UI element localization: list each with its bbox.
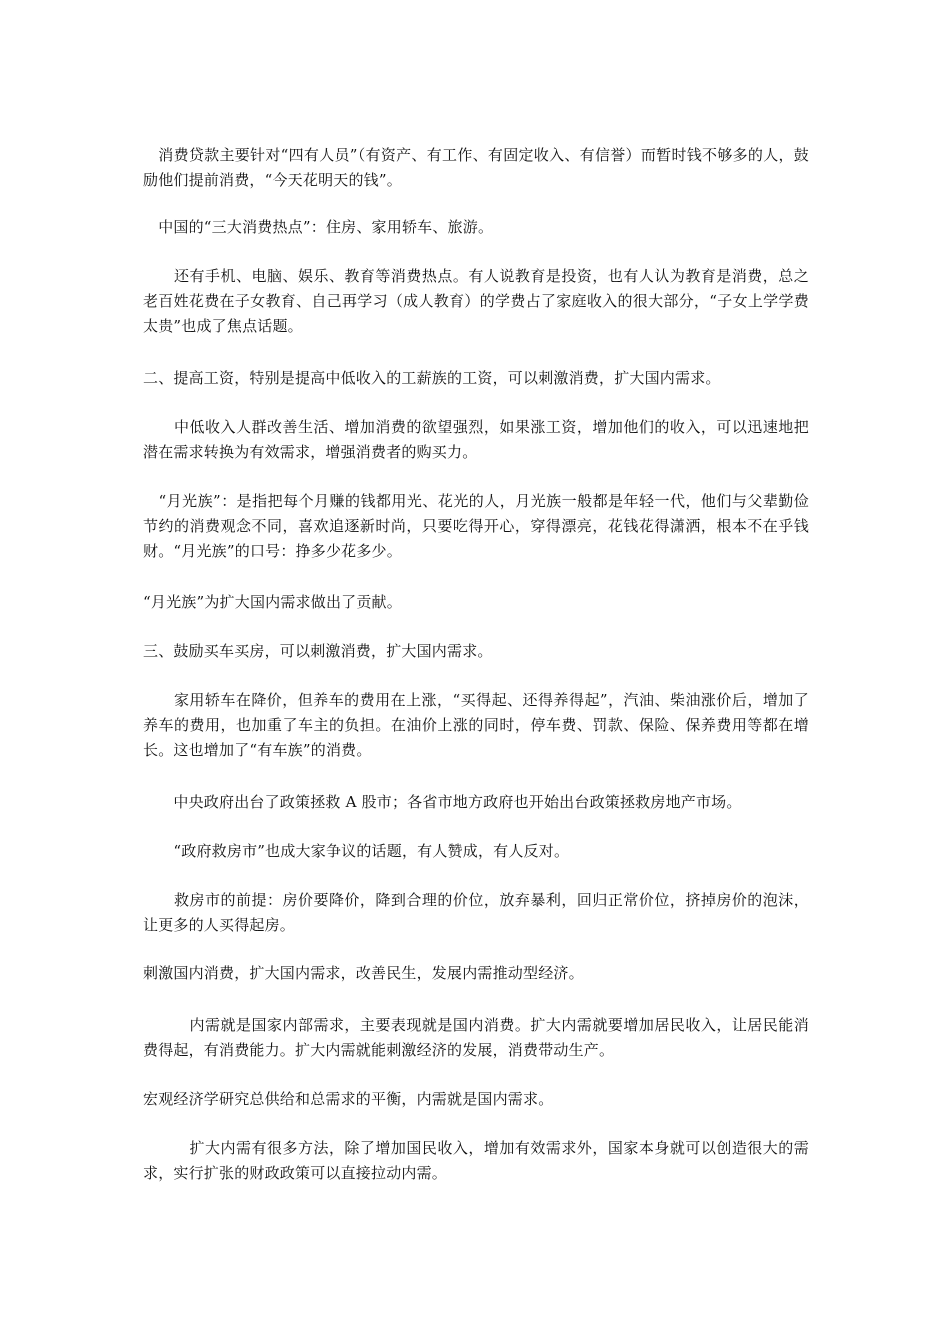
paragraph-rescue-premise: 救房市的前提：房价要降价，降到合理的价位，放弃暴利，回归正常价位，挤掉房价的泡沫，让更多的人买得起房。 [143,891,809,934]
paragraph-stimulate-consumption: 刺激国内消费，扩大国内需求，改善民生，发展内需推动型经济。 [143,964,584,982]
paragraph-car-costs: 家用轿车在降价，但养车的费用在上涨，“买得起、还得养得起”，汽油、柴油涨价后，增加了养车的费用，也加重了车主的负担。在油价上涨的同时，停车费、罚款、保险、保养费用等都在增长。这也增加了“有车族”的消费。 [143,691,809,759]
paragraph-other-hotspots: 还有手机、电脑、娱乐、教育等消费热点。有人说教育是投资，也有人认为教育是消费，总之老百姓花费在子女教育、自己再学习（成人教育）的学费占了家庭收入的很大部分，“子女上学学费太贵”也成了焦点话题。 [143,267,809,335]
paragraph-rescue-debate: “政府救房市”也成大家争议的话题，有人赞成，有人反对。 [143,842,570,860]
paragraph-government-rescue: 中央政府出台了政策拯救 A 股市；各省市地方政府也开始出台政策拯救房地产市场。 [143,793,742,811]
heading-raise-wages: 二、提高工资，特别是提高中低收入的工薪族的工资，可以刺激消费，扩大国内需求。 [143,369,721,387]
paragraph-expand-demand-methods: 扩大内需有很多方法，除了增加国民收入，增加有效需求外，国家本身就可以创造很大的需求，实行扩张的财政政策可以直接拉动内需。 [143,1139,809,1182]
paragraph-consumer-loans: 消费贷款主要针对“四有人员”（有资产、有工作、有固定收入、有信誉）而暂时钱不够多的人，鼓励他们提前消费，“今天花明天的钱”。 [143,146,809,189]
paragraph-moonlight-clan: “月光族”：是指把每个月赚的钱都用光、花光的人，月光族一般都是年轻一代，他们与父辈勤俭节约的消费观念不同，喜欢追逐新时尚，只要吃得开心，穿得漂亮，花钱花得潇洒，根本不在乎钱财。“月光族”的口号：挣多少花多少。 [143,492,809,560]
paragraph-macroeconomics: 宏观经济学研究总供给和总需求的平衡，内需就是国内需求。 [143,1090,554,1108]
paragraph-three-hotspots: 中国的“三大消费热点”：住房、家用轿车、旅游。 [143,218,494,236]
paragraph-moonlight-contribution: “月光族”为扩大国内需求做出了贡献。 [143,593,402,611]
heading-encourage-cars-houses: 三、鼓励买车买房，可以刺激消费，扩大国内需求。 [143,642,493,660]
paragraph-low-income: 中低收入人群改善生活、增加消费的欲望强烈，如果涨工资，增加他们的收入，可以迅速地把潜在需求转换为有效需求，增强消费者的购买力。 [143,418,809,461]
paragraph-domestic-demand: 内需就是国家内部需求，主要表现就是国内消费。扩大内需就要增加居民收入，让居民能消费得起，有消费能力。扩大内需就能刺激经济的发展，消费带动生产。 [143,1016,809,1059]
